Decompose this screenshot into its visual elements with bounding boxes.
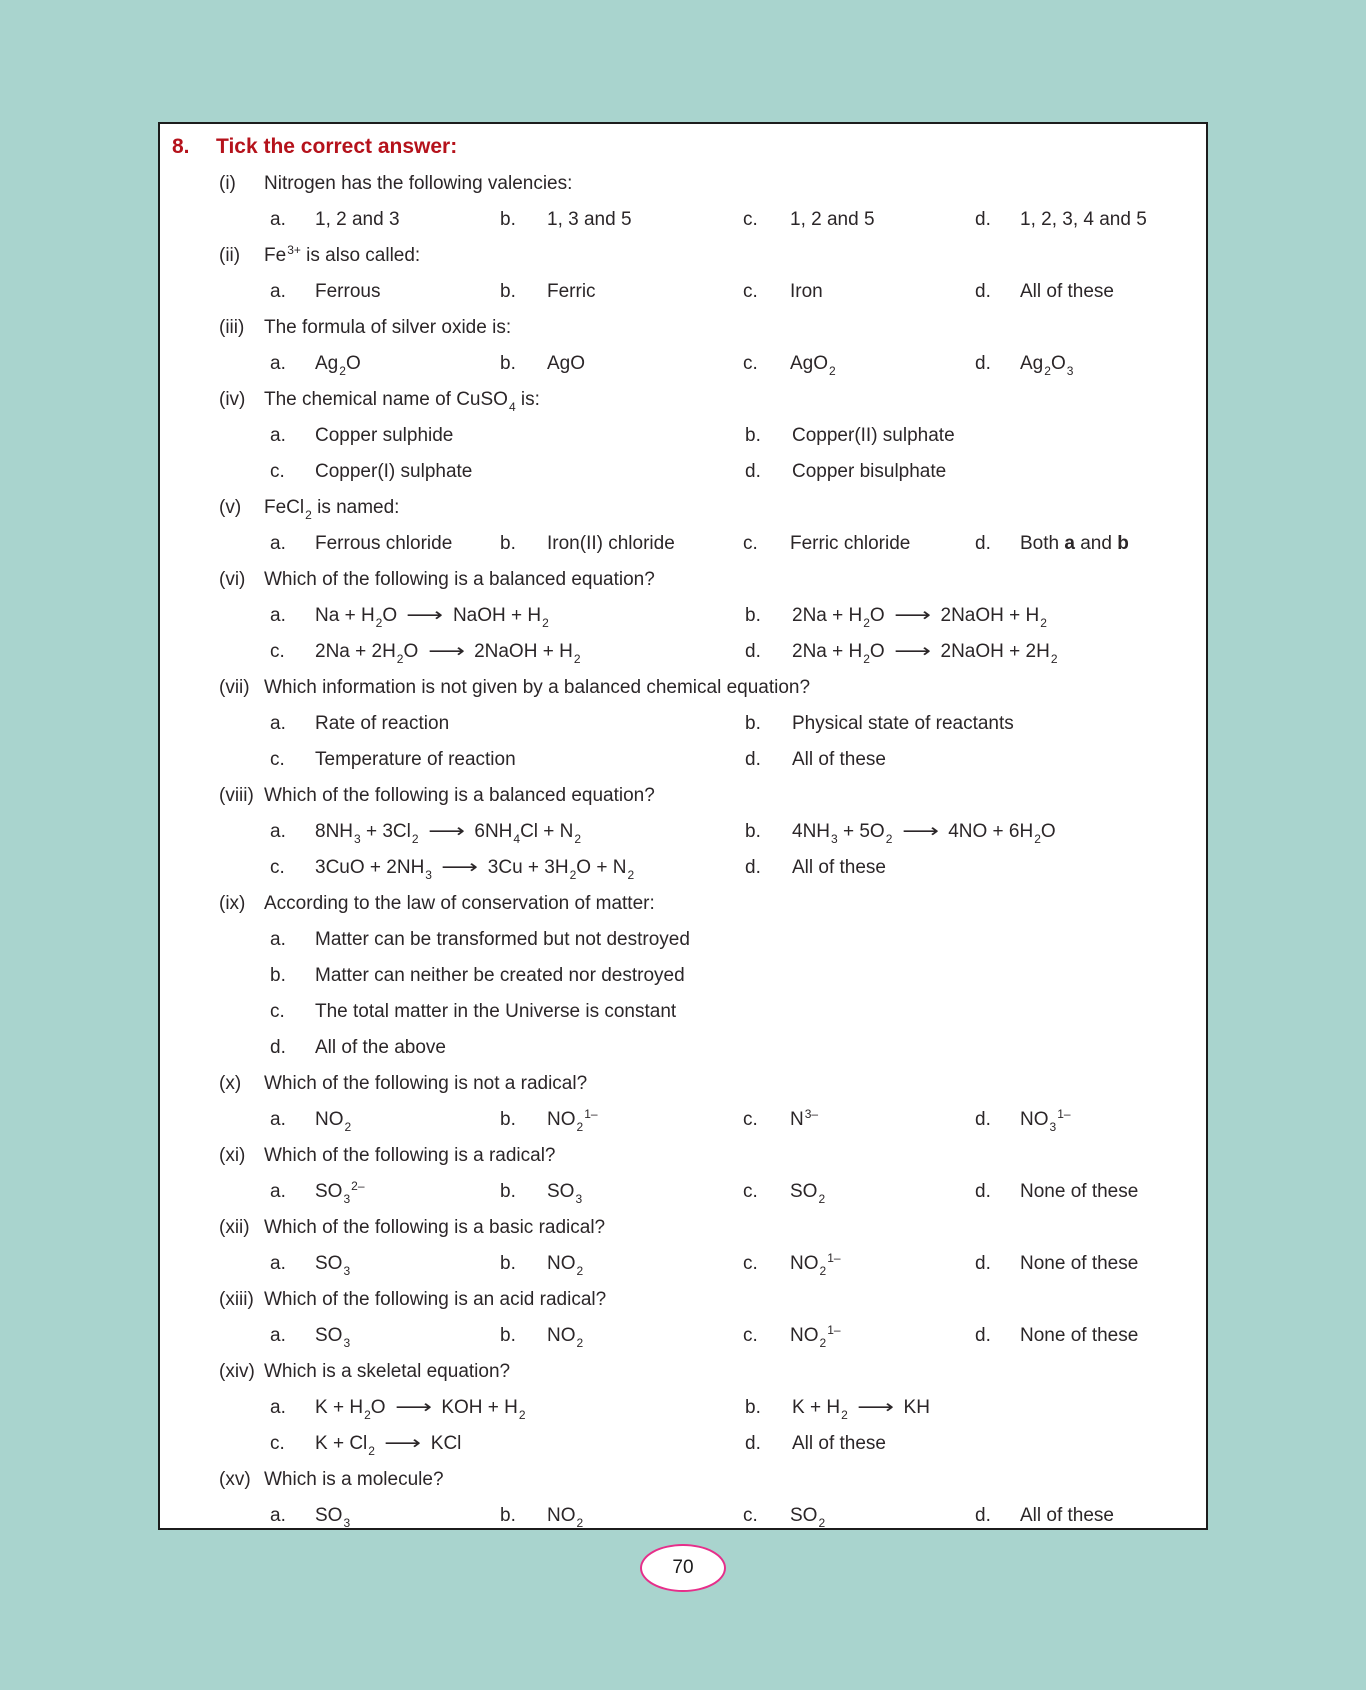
option-label: $Na + H_2O$ ⟶ NaOH + $H_2$: [315, 605, 549, 630]
option-letter: b.: [745, 1397, 761, 1418]
options-row: [160, 706, 1206, 742]
question-number: (i): [219, 173, 236, 194]
option-label: $NO_2^{1-}$: [790, 1323, 841, 1350]
option-letter: d.: [745, 857, 761, 878]
option-label: $NO_2$: [547, 1325, 584, 1350]
option-letter: c.: [743, 1181, 758, 1202]
question-line: [160, 1138, 1206, 1174]
question-text: Which of the following is a balanced equation?: [264, 569, 655, 590]
question-number: (ix): [219, 893, 246, 914]
option-letter: d.: [745, 1433, 761, 1454]
option-label: $Ag_2O$: [315, 353, 361, 378]
option-label: Ferrous chloride: [315, 533, 453, 554]
option-label: $3CuO + 2NH_3$ ⟶ $3Cu + 3H_2O + N_2$: [315, 857, 635, 882]
option-label: Both a and b: [1020, 533, 1129, 554]
question-line: [160, 1066, 1206, 1102]
question-number: (xiv): [219, 1361, 255, 1382]
question-line: [160, 166, 1206, 202]
options-row: [160, 850, 1206, 886]
option-label: All of these: [792, 857, 886, 878]
option-letter: d.: [975, 1253, 991, 1274]
option-label: $2Na + H_2O$ ⟶ 2NaOH + $2H_2$: [792, 641, 1058, 666]
option-label: Copper(II) sulphate: [792, 425, 955, 446]
option-label: Ferric: [547, 281, 596, 302]
option-letter: a.: [270, 605, 286, 626]
option-letter: c.: [743, 1253, 758, 1274]
section-title: Tick the correct answer:: [216, 135, 458, 158]
option-letter: b.: [500, 1253, 516, 1274]
options-row: [160, 1030, 1206, 1066]
option-label: 1, 3 and 5: [547, 209, 632, 230]
option-letter: b.: [500, 1181, 516, 1202]
question-line: [160, 382, 1206, 418]
option-letter: c.: [270, 1001, 285, 1022]
option-letter: a.: [270, 1325, 286, 1346]
option-letter: d.: [975, 533, 991, 554]
question-text: The formula of silver oxide is:: [264, 317, 512, 338]
option-label: $SO_3$: [547, 1181, 583, 1206]
option-label: $SO_3$: [315, 1325, 351, 1350]
question-number: (vi): [219, 569, 246, 590]
option-label: $NO_2^{1-}$: [790, 1251, 841, 1278]
option-label: $SO_3^{2-}$: [315, 1179, 365, 1206]
option-label: $NO_3^{1-}$: [1020, 1107, 1071, 1134]
question-number: (iv): [219, 389, 246, 410]
section-heading: [160, 128, 1206, 166]
options-row: [160, 1318, 1206, 1354]
question-line: [160, 1354, 1206, 1390]
option-label: $NO_2$: [547, 1505, 584, 1530]
option-letter: d.: [975, 353, 991, 374]
option-label: The total matter in the Universe is constant: [315, 1001, 677, 1022]
option-letter: b.: [745, 821, 761, 842]
option-label: $K + H_2$ ⟶ KH: [792, 1397, 930, 1422]
option-letter: a.: [270, 209, 286, 230]
question-line: [160, 238, 1206, 274]
option-label: $SO_2$: [790, 1181, 826, 1206]
question-number: (vii): [219, 677, 250, 698]
option-label: 1, 2 and 5: [790, 209, 875, 230]
question-text: Which of the following is an acid radical?: [264, 1289, 607, 1310]
option-letter: d.: [270, 1037, 286, 1058]
options-row: [160, 1174, 1206, 1210]
options-row: [160, 598, 1206, 634]
options-row: [160, 1426, 1206, 1462]
option-label: Iron(II) chloride: [547, 533, 675, 554]
question-line: [160, 562, 1206, 598]
question-number: (viii): [219, 785, 254, 806]
questions-list: [160, 166, 1206, 1530]
option-label: 1, 2, 3, 4 and 5: [1020, 209, 1147, 230]
option-letter: c.: [743, 353, 758, 374]
option-label: $SO_3$: [315, 1253, 351, 1278]
option-label: Physical state of reactants: [792, 713, 1014, 734]
option-letter: a.: [270, 425, 286, 446]
option-label: Matter can be transformed but not destroyed: [315, 929, 690, 950]
option-letter: c.: [743, 1325, 758, 1346]
question-line: [160, 778, 1206, 814]
option-letter: b.: [500, 1505, 516, 1526]
option-letter: b.: [500, 533, 516, 554]
question-line: [160, 670, 1206, 706]
option-letter: d.: [975, 209, 991, 230]
option-label: $Ag_2O_3$: [1020, 353, 1074, 378]
option-label: Rate of reaction: [315, 713, 450, 734]
question-number: (xi): [219, 1145, 246, 1166]
option-letter: a.: [270, 713, 286, 734]
question-line: [160, 490, 1206, 526]
question-number: (ii): [219, 245, 241, 266]
option-letter: a.: [270, 1397, 286, 1418]
option-label: None of these: [1020, 1253, 1139, 1274]
option-letter: c.: [270, 749, 285, 770]
question-line: [160, 1210, 1206, 1246]
option-letter: b.: [270, 965, 286, 986]
options-row: [160, 634, 1206, 670]
options-row: [160, 958, 1206, 994]
option-letter: a.: [270, 929, 286, 950]
option-label: $K + Cl_2$ ⟶ KCl: [315, 1433, 462, 1458]
options-row: [160, 274, 1206, 310]
option-letter: c.: [743, 533, 758, 554]
option-label: $2Na + 2H_2O$ ⟶ 2NaOH + $H_2$: [315, 641, 581, 666]
option-letter: a.: [270, 1505, 286, 1526]
option-letter: b.: [500, 209, 516, 230]
question-text: Which is a molecule?: [264, 1469, 444, 1490]
option-letter: b.: [500, 1325, 516, 1346]
option-letter: c.: [270, 461, 285, 482]
option-letter: a.: [270, 1109, 286, 1130]
option-label: $K + H_2O$ ⟶ KOH + $H_2$: [315, 1397, 526, 1422]
option-letter: d.: [745, 461, 761, 482]
question-number: (xv): [219, 1469, 251, 1490]
page-number-badge: [640, 1544, 726, 1592]
option-letter: a.: [270, 281, 286, 302]
option-label: Ferrous: [315, 281, 381, 302]
question-text: According to the law of conservation of matter:: [264, 893, 655, 914]
options-row: [160, 742, 1206, 778]
options-row: [160, 418, 1206, 454]
option-letter: d.: [745, 749, 761, 770]
option-label: $SO_2$: [790, 1505, 826, 1530]
option-label: AgO: [547, 353, 586, 374]
options-row: [160, 1498, 1206, 1530]
question-text: Nitrogen has the following valencies:: [264, 173, 573, 194]
option-letter: a.: [270, 1181, 286, 1202]
option-label: 1, 2 and 3: [315, 209, 400, 230]
option-label: $SO_3$: [315, 1505, 351, 1530]
option-label: Ferric chloride: [790, 533, 911, 554]
option-label: Temperature of reaction: [315, 749, 516, 770]
option-letter: d.: [975, 1505, 991, 1526]
content-box: [158, 122, 1208, 1530]
options-row: [160, 202, 1206, 238]
question-line: [160, 310, 1206, 346]
question-text: Which of the following is a balanced equation?: [264, 785, 655, 806]
question-text: Which of the following is a basic radical?: [264, 1217, 606, 1238]
question-text: $Fe^{3+}$ is also called:: [264, 243, 421, 266]
option-letter: b.: [500, 281, 516, 302]
question-text: FeCl$_2$ is named:: [264, 497, 400, 522]
option-letter: c.: [270, 857, 285, 878]
option-label: All of these: [792, 749, 886, 770]
question-number: (iii): [219, 317, 245, 338]
option-label: $N^{3-}$: [790, 1107, 819, 1130]
question-line: [160, 1282, 1206, 1318]
option-label: Copper sulphide: [315, 425, 454, 446]
option-letter: a.: [270, 353, 286, 374]
option-letter: b.: [745, 713, 761, 734]
question-text: Which is a skeletal equation?: [264, 1361, 511, 1382]
question-text: Which information is not given by a balanced chemical equation?: [264, 677, 811, 698]
question-line: [160, 886, 1206, 922]
question-text: Which of the following is not a radical?: [264, 1073, 588, 1094]
section-number: 8.: [172, 135, 190, 158]
option-letter: a.: [270, 533, 286, 554]
option-label: $2Na + H_2O$ ⟶ 2NaOH + $H_2$: [792, 605, 1047, 630]
question-text: The chemical name of CuSO$_4$ is:: [264, 389, 540, 414]
question-number: (xiii): [219, 1289, 254, 1310]
option-letter: d.: [975, 281, 991, 302]
option-letter: c.: [743, 209, 758, 230]
option-label: $4NH_3 + 5O_2$ ⟶ $4NO + 6H_2O$: [792, 821, 1056, 846]
option-label: $NO_2$: [315, 1109, 352, 1134]
option-label: $NO_2$: [547, 1253, 584, 1278]
option-label: All of these: [1020, 1505, 1114, 1526]
option-label: Iron: [790, 281, 823, 302]
question-text: Which of the following is a radical?: [264, 1145, 556, 1166]
option-label: Copper bisulphate: [792, 461, 947, 482]
option-label: $8NH_3 + 3Cl_2$ ⟶ $6NH_4Cl + N_2$: [315, 821, 582, 846]
option-letter: c.: [270, 641, 285, 662]
option-label: None of these: [1020, 1325, 1139, 1346]
option-label: Matter can neither be created nor destroyed: [315, 965, 685, 986]
question-number: (v): [219, 497, 242, 518]
option-label: None of these: [1020, 1181, 1139, 1202]
options-row: [160, 454, 1206, 490]
question-number: (x): [219, 1073, 242, 1094]
option-label: All of these: [1020, 281, 1114, 302]
options-row: [160, 1102, 1206, 1138]
options-row: [160, 346, 1206, 382]
option-letter: b.: [500, 1109, 516, 1130]
option-letter: d.: [745, 641, 761, 662]
page-number: 70: [672, 1557, 694, 1578]
options-row: [160, 814, 1206, 850]
options-row: [160, 1390, 1206, 1426]
option-letter: c.: [743, 281, 758, 302]
option-letter: c.: [270, 1433, 285, 1454]
options-row: [160, 526, 1206, 562]
option-label: All of the above: [315, 1037, 446, 1058]
question-number: (xii): [219, 1217, 250, 1238]
options-row: [160, 1246, 1206, 1282]
option-label: AgO$_2$: [790, 353, 836, 378]
option-letter: c.: [743, 1505, 758, 1526]
option-letter: a.: [270, 1253, 286, 1274]
question-line: [160, 1462, 1206, 1498]
option-letter: b.: [745, 605, 761, 626]
option-label: $NO_2^{1-}$: [547, 1107, 598, 1134]
option-letter: b.: [500, 353, 516, 374]
option-letter: d.: [975, 1325, 991, 1346]
options-row: [160, 994, 1206, 1030]
option-label: All of these: [792, 1433, 886, 1454]
option-letter: d.: [975, 1181, 991, 1202]
options-row: [160, 922, 1206, 958]
option-letter: d.: [975, 1109, 991, 1130]
option-label: Copper(I) sulphate: [315, 461, 473, 482]
option-letter: c.: [743, 1109, 758, 1130]
option-letter: b.: [745, 425, 761, 446]
option-letter: a.: [270, 821, 286, 842]
